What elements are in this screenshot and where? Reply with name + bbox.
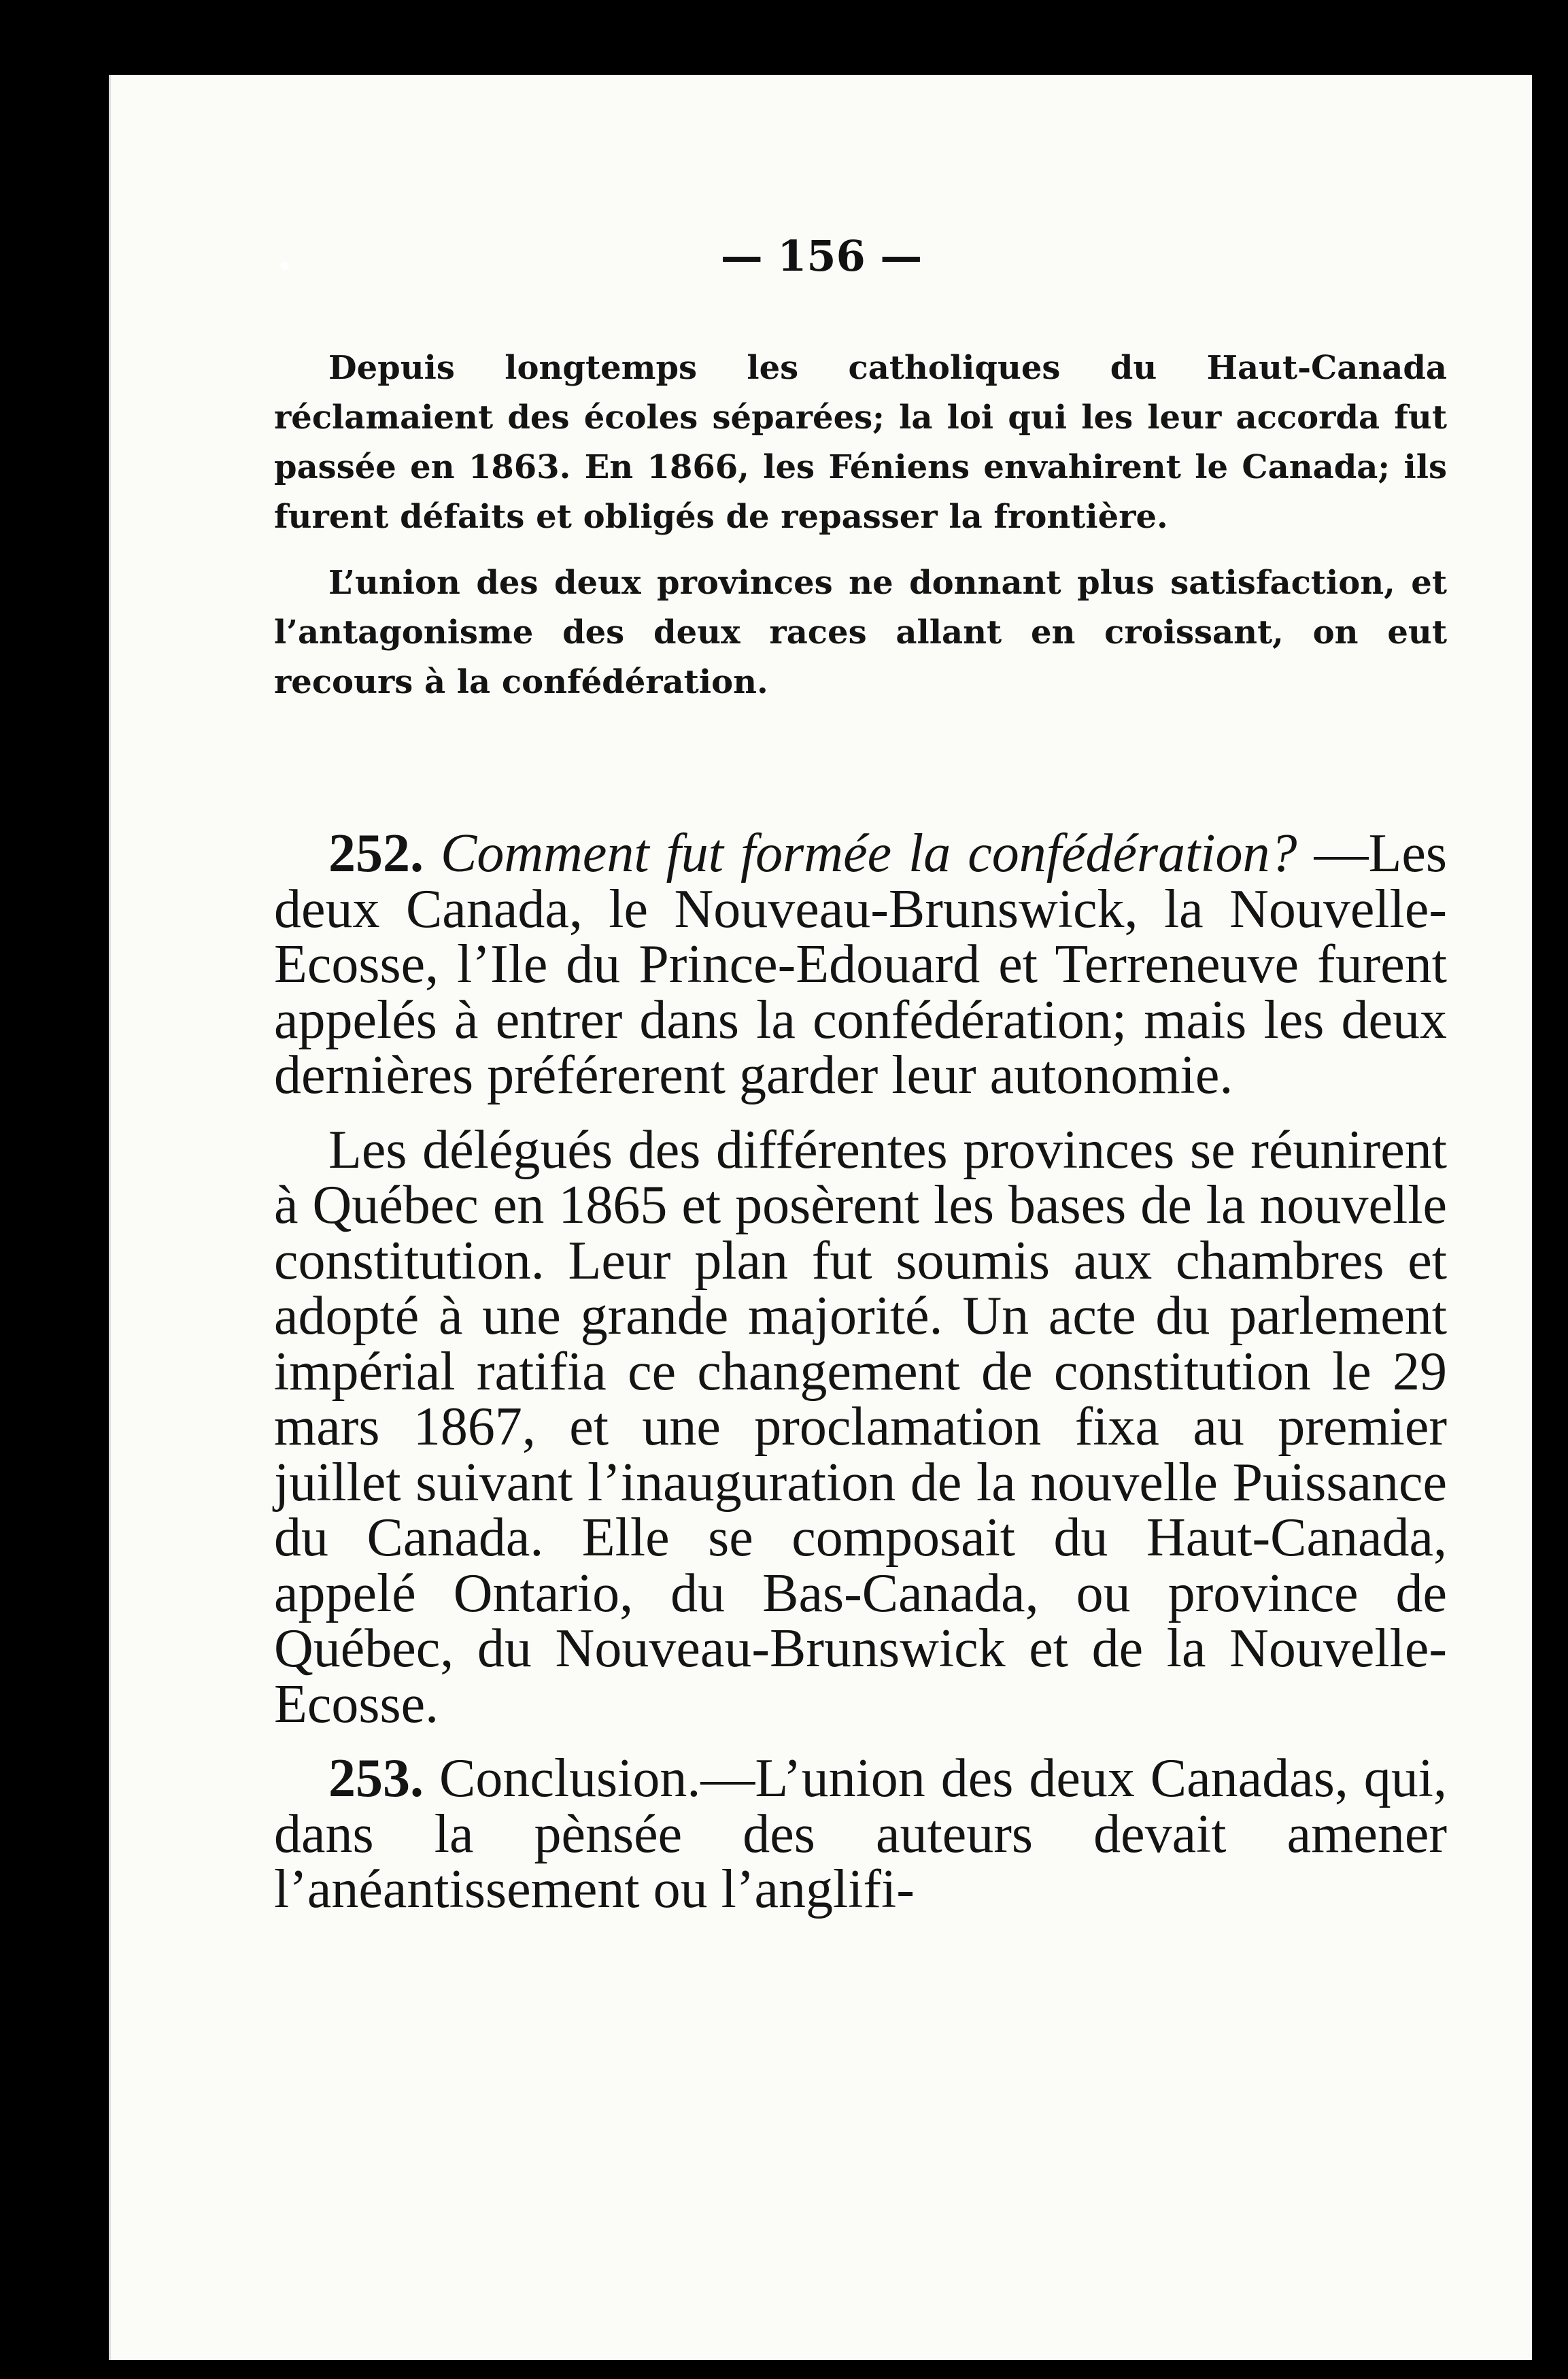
- main-text-block: [274, 826, 1447, 1918]
- section-title: Conclusion.: [439, 1749, 701, 1808]
- question-number: 252.: [328, 824, 424, 883]
- page-number: — 156 —: [720, 231, 923, 281]
- paragraph-separate-schools: Depuis longtemps les catholiques du Haut-Canada réclamaient des écoles séparées; la loi qui les leur accorda fut passée en 1863. En 1866, les Féniens envahirent le Canada; ils furent défaits et obligés de repasser la frontière.: [274, 349, 1447, 536]
- intro-text-block: [274, 343, 1447, 707]
- answer-text: —Les deux Canada, le Nouveau-Brunswick, la Nouvelle-Ecosse, l’Ile du Prince-Edouard et Terreneuve furent appelés à entrer dans la confédération; mais les deux dernières préférerent garder leur autonomie.: [274, 824, 1448, 1105]
- section-text: —L’union des deux Canadas, qui, dans la pènsée des auteurs devait amener l’anéantissement ou l’anglifi-: [274, 1749, 1447, 1919]
- paragraph-union-dissatisfaction: L’union des deux provinces ne donnant plus satisfaction, et l’antagonisme des deux races allant en croissant, on eut recours à la confédération.: [274, 564, 1447, 701]
- section-253: [274, 1751, 1447, 1918]
- paragraph-delegates: Les délégués des différentes provinces se réunirent à Québec en 1865 et posèrent les bases de la nouvelle constitution. Leur plan fut soumis aux chambres et adopté à une grande majorité. Un acte du parlement impérial ratifia ce changement de constitution le 29 mars 1867, et une proclamation fixa au premier juillet suivant l’inauguration de la nouvelle Puissance du Canada. Elle se composait du Haut-Canada, appelé Ontario, du Bas-Canada, ou province de Québec, du Nouveau-Brunswick et de la Nouvelle-Ecosse.: [274, 1119, 1447, 1734]
- book-page: [109, 75, 1532, 2360]
- question-252: [274, 826, 1447, 1104]
- section-number: 253.: [328, 1749, 424, 1808]
- question-text: Comment fut formée la confédération?: [440, 824, 1297, 883]
